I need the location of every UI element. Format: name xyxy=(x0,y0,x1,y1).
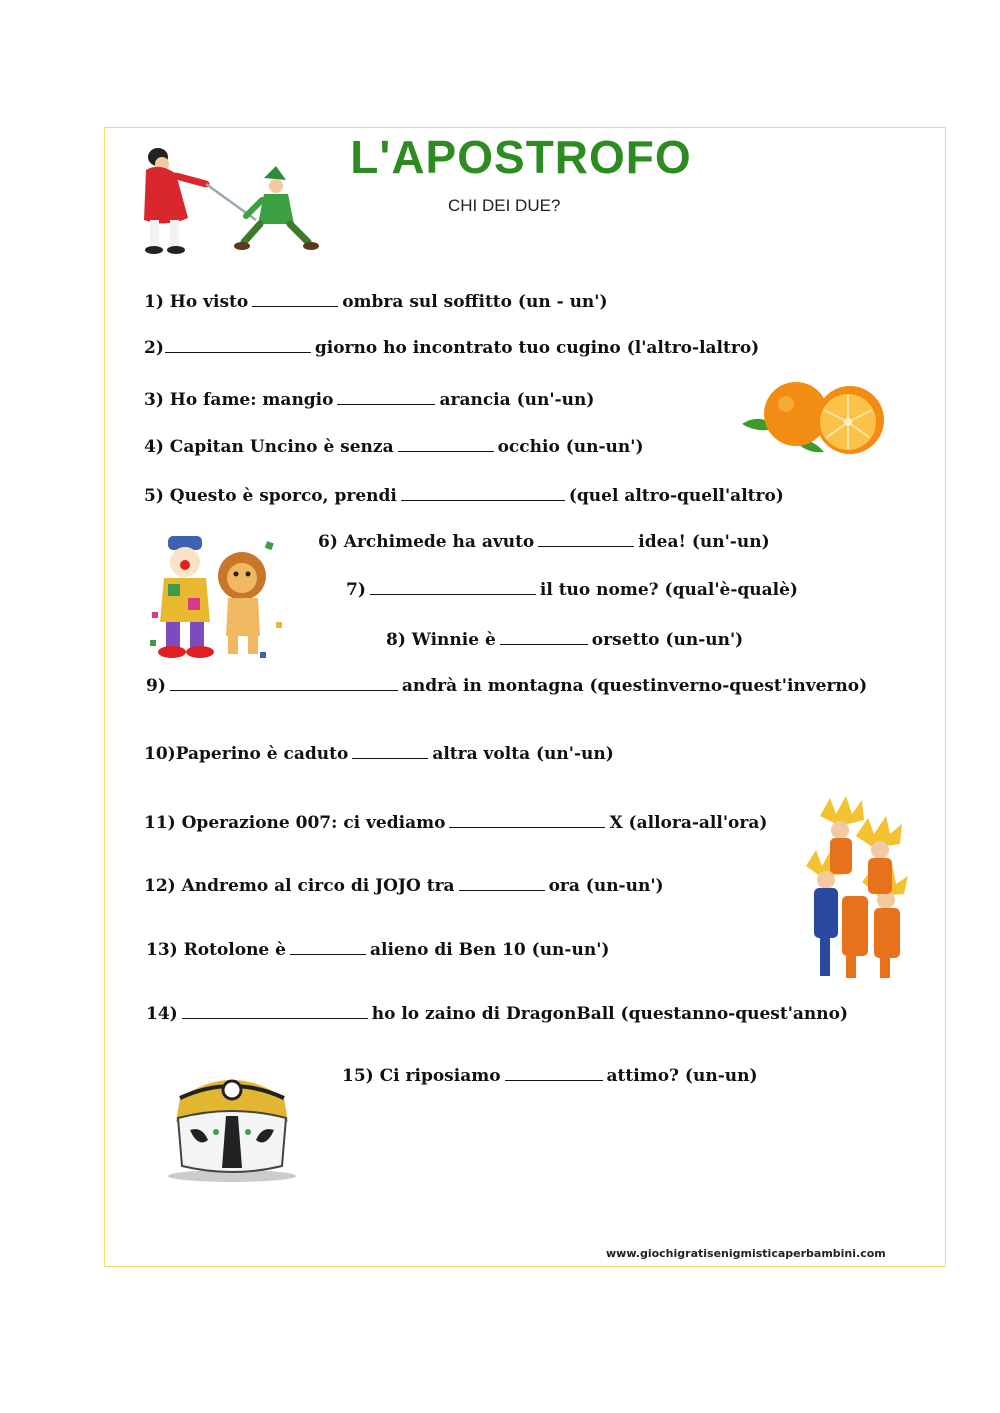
question-2-options: giorno ho incontrato tuo cugino (l'altro-laltro) xyxy=(314,338,760,358)
ben10-alien-illustration xyxy=(156,1068,308,1184)
question-13 xyxy=(146,940,609,960)
question-5-text: 5) Questo è sporco, prendi xyxy=(144,486,397,506)
answer-blank-12[interactable] xyxy=(459,889,545,891)
question-8 xyxy=(386,630,743,650)
question-15 xyxy=(342,1066,758,1086)
question-2-text: 2) xyxy=(144,338,164,358)
question-6-text: 6) Archimede ha avuto xyxy=(318,532,535,552)
question-7-text: 7) xyxy=(346,580,366,600)
question-9-text: 9) xyxy=(146,676,166,696)
question-4-text: 4) Capitan Uncino è senza xyxy=(144,437,394,457)
question-7 xyxy=(346,580,798,600)
question-14-text: 14) xyxy=(146,1004,178,1024)
question-13-options: alieno di Ben 10 (un-un') xyxy=(369,940,610,960)
question-1-text: 1) Ho visto xyxy=(144,292,249,312)
page-title: L'APOSTROFO xyxy=(350,131,692,183)
answer-blank-6[interactable] xyxy=(538,545,634,547)
question-15-text: 15) Ci riposiamo xyxy=(342,1066,501,1086)
answer-blank-7[interactable] xyxy=(370,593,536,595)
answer-blank-10[interactable] xyxy=(352,757,428,759)
question-10 xyxy=(144,744,614,764)
question-12 xyxy=(144,876,664,896)
question-4 xyxy=(144,437,644,457)
clown-and-lion-illustration xyxy=(148,532,290,664)
answer-blank-15[interactable] xyxy=(505,1079,603,1081)
question-10-options: altra volta (un'-un) xyxy=(432,744,614,764)
question-12-options: ora (un-un') xyxy=(548,876,664,896)
question-9 xyxy=(146,676,867,696)
question-11-text: 11) Operazione 007: ci vediamo xyxy=(144,813,446,833)
question-11 xyxy=(144,813,767,833)
question-8-options: orsetto (un-un') xyxy=(591,630,744,650)
answer-blank-9[interactable] xyxy=(170,689,398,691)
question-13-text: 13) Rotolone è xyxy=(146,940,286,960)
captain-hook-peter-pan-illustration xyxy=(136,140,326,262)
page-subtitle: CHI DEI DUE? xyxy=(448,196,561,215)
question-14 xyxy=(146,1004,848,1024)
dragonball-warriors-illustration xyxy=(800,796,916,982)
answer-blank-2[interactable] xyxy=(165,351,311,353)
question-3 xyxy=(144,390,594,410)
question-3-options: arancia (un'-un) xyxy=(439,390,595,410)
answer-blank-4[interactable] xyxy=(398,450,494,452)
question-12-text: 12) Andremo al circo di JOJO tra xyxy=(144,876,455,896)
answer-blank-13[interactable] xyxy=(290,953,366,955)
question-7-options: il tuo nome? (qual'è-qualè) xyxy=(539,580,798,600)
oranges-illustration xyxy=(738,372,890,464)
answer-blank-3[interactable] xyxy=(337,403,435,405)
question-1-options: ombra sul soffitto (un - un') xyxy=(342,292,608,312)
question-3-text: 3) Ho fame: mangio xyxy=(144,390,334,410)
question-6-options: idea! (un'-un) xyxy=(638,532,770,552)
question-15-options: attimo? (un-un) xyxy=(606,1066,758,1086)
question-8-text: 8) Winnie è xyxy=(386,630,496,650)
answer-blank-8[interactable] xyxy=(500,643,588,645)
question-5 xyxy=(144,486,784,506)
answer-blank-1[interactable] xyxy=(252,305,338,307)
question-2 xyxy=(144,338,759,358)
answer-blank-11[interactable] xyxy=(449,826,605,828)
question-1 xyxy=(144,292,608,312)
question-11-options: X (allora-all'ora) xyxy=(609,813,768,833)
source-website: www.giochigratisenigmisticaperbambini.com xyxy=(606,1247,886,1260)
answer-blank-14[interactable] xyxy=(182,1017,368,1019)
question-9-options: andrà in montagna (questinverno-quest'inverno) xyxy=(401,676,868,696)
question-5-options: (quel altro-quell'altro) xyxy=(568,486,784,506)
question-10-text: 10)Paperino è caduto xyxy=(144,744,349,764)
question-4-options: occhio (un-un') xyxy=(497,437,644,457)
answer-blank-5[interactable] xyxy=(401,499,565,501)
question-6 xyxy=(318,532,770,552)
question-14-options: ho lo zaino di DragonBall (questanno-quest'anno) xyxy=(371,1004,849,1024)
